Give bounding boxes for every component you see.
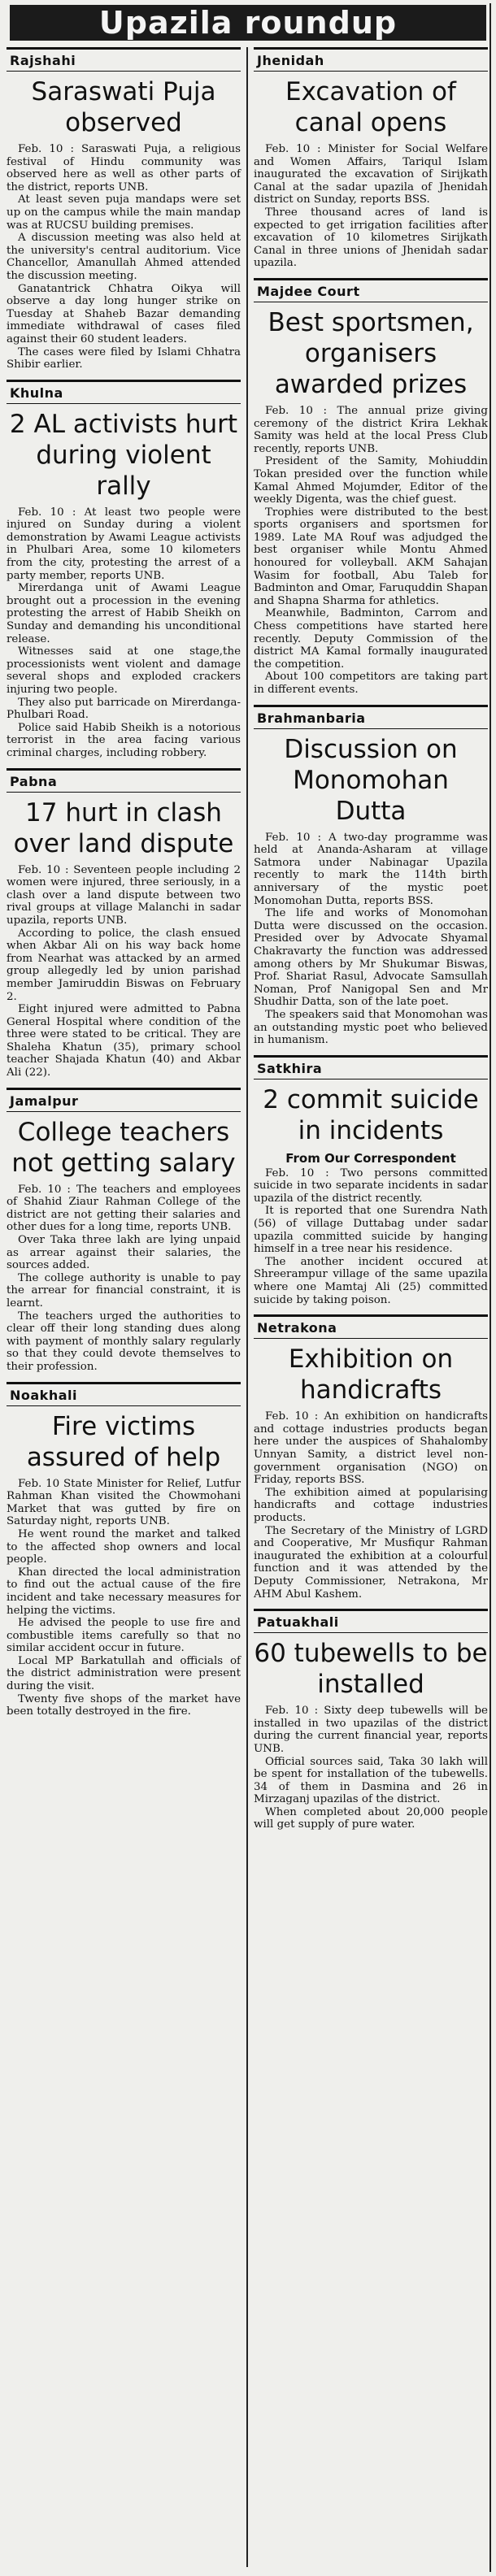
story-paragraph: Feb. 10 : Seventeen people including 2 women were injured, three seriously, in a clash over a land dispute between two rival groups at village Malanchi in sadar upazila, reports UNB. xyxy=(7,863,241,927)
story-headline: 17 hurt in clash over land dispute xyxy=(13,797,234,858)
story-paragraph: Eight injured were admitted to Pabna General Hospital where condition of the three were stated to be critical. They are Shaleha Khatun (35), primary school teacher Shajada Khatun (40) and Akbar Ali (22). xyxy=(7,1003,241,1079)
story-paragraph: He advised the people to use fire and combustible items carefully so that no similar accident occur in future. xyxy=(7,1617,241,1655)
news-story xyxy=(7,47,241,371)
section-banner: Upazila roundup xyxy=(10,5,486,41)
story-paragraph: Khan directed the local administration to find out the actual cause of the fire incident and take necessary measures for helping the victims. xyxy=(7,1566,241,1617)
newspaper-page xyxy=(5,3,491,2572)
story-body xyxy=(254,832,488,1047)
story-headline: 2 AL activists hurt during violent rally xyxy=(9,409,238,501)
dateline-place: Rajshahi xyxy=(7,47,241,72)
story-paragraph: According to police, the clash ensued when Akbar Ali on his way back home from Nearhat was attacked by an armed group allegedly led by union parishad member Jamiruddin Biswas on February 2. xyxy=(7,927,241,1003)
story-paragraph: Feb. 10 : Saraswati Puja, a religious festival of Hindu community was observed here as well as other parts of the district, reports UNB. xyxy=(7,143,241,193)
story-headline: Exhibition on handicrafts xyxy=(288,1344,454,1405)
story-paragraph: Meanwhile, Badminton, Carrom and Chess competitions have started here recently. Deputy Commission of the district MA Kamal formally inaugurated the competition. xyxy=(254,607,488,671)
story-paragraph: Feb. 10 : A two-day programme was held at Ananda-Asharam at village Satmora under Nabinagar Upazila recently to mark the 114th birth anniversary of the mystic poet Monomohan Dutta, reports BSS. xyxy=(254,831,488,907)
story-paragraph: The another incident occured at Shreerampur village of the same upazila where one Mamtaj Ali (25) committed suicide by taking poison. xyxy=(254,1255,488,1306)
dateline-place: Netrakona xyxy=(254,1314,488,1339)
news-story xyxy=(254,1055,488,1307)
story-body xyxy=(254,1410,488,1601)
news-story xyxy=(7,1088,241,1374)
dateline-place: Noakhali xyxy=(7,1382,241,1406)
story-body xyxy=(254,1705,488,1831)
story-paragraph: Feb. 10 State Minister for Relief, Lutfur Rahman Khan visited the Chowmohani Market that was gutted by fire on Saturday night, reports UNB. xyxy=(7,1477,241,1528)
dateline-place: Khulna xyxy=(7,380,241,404)
story-body xyxy=(7,506,241,760)
story-paragraph: Police said Habib Sheikh is a notorious terrorist in the area facing various criminal charges, including robbery. xyxy=(7,721,241,759)
story-paragraph: Official sources said, Taka 30 lakh will be spent for installation of the tubewells. 34 of them in Dasmina and 26 in Mirzaganj upazilas of the district. xyxy=(254,1755,488,1806)
story-headline: Discussion on Monomohan Dutta xyxy=(284,734,458,826)
news-story xyxy=(254,47,488,270)
news-story xyxy=(7,380,241,760)
story-paragraph: He went round the market and talked to the affected shop owners and local people. xyxy=(7,1527,241,1566)
story-body xyxy=(7,143,241,371)
news-story xyxy=(254,278,488,697)
story-paragraph: When completed about 20,000 people will get supply of pure water. xyxy=(254,1805,488,1831)
news-story xyxy=(254,705,488,1047)
story-paragraph: Witnesses said at one stage,the processionists went violent and damage several shops and exploded crackers injuring two people. xyxy=(7,645,241,696)
story-paragraph: Local MP Barkatullah and officials of the district administration were present during the visit. xyxy=(7,1654,241,1693)
dateline-place: Pabna xyxy=(7,768,241,793)
story-paragraph: At least seven puja mandaps were set up on the campus while the main mandap was at RUCSU building premises. xyxy=(7,193,241,232)
story-paragraph: The teachers urged the authorities to clear off their long standing dues along with payment of monthly salary regularly so that they could devote themselves to their profession. xyxy=(7,1310,241,1373)
story-paragraph: The exhibition aimed at popularising handicrafts and cottage industries products. xyxy=(254,1486,488,1524)
story-paragraph: Feb. 10 : An exhibition on handicrafts and cottage industries products began here under the auspices of Shahalomby Unnyan Samity, a district level non-government organisation (NGO) on Friday, reports BSS. xyxy=(254,1410,488,1487)
story-body xyxy=(7,1478,241,1718)
news-story xyxy=(254,1609,488,1831)
column-divider xyxy=(246,47,248,2567)
right-column xyxy=(254,47,488,1840)
story-paragraph: Feb. 10 : The teachers and employees of Shahid Ziaur Rahman College of the district are not getting their salaries and other dues for a long time, reports UNB. xyxy=(7,1183,241,1234)
story-body xyxy=(254,1167,488,1307)
dateline-place: Brahmanbaria xyxy=(254,705,488,729)
story-paragraph: Feb. 10 : Sixty deep tubewells will be installed in two upazilas of the district during the current financial year, reports UNB. xyxy=(254,1705,488,1755)
story-paragraph: Three thousand acres of land is expected to get irrigation facilities after excavation of 10 kilometres Sirijkath Canal in three unions of Jhenidah sadar upazila. xyxy=(254,206,488,270)
story-paragraph: Feb. 10 : Two persons committed suicide in two separate incidents in sadar upazila of the district recently. xyxy=(254,1166,488,1205)
story-headline: Best sportsmen, organisers awarded prizes xyxy=(268,307,474,399)
story-paragraph: They also put barricade on Mirerdanga-Phulbari Road. xyxy=(7,696,241,722)
story-body xyxy=(7,1184,241,1374)
dateline-place: Satkhira xyxy=(254,1055,488,1079)
story-headline: 60 tubewells to be installed xyxy=(254,1639,488,1700)
story-paragraph: The college authority is unable to pay the arrear for financial constraint, it is learnt. xyxy=(7,1271,241,1310)
story-paragraph: The life and works of Monomohan Dutta were discussed on the occasion. Presided over by Advocate Shyamal Chakravarty the function was addressed among others by Mr Shukumar Biswas, Prof. Shariat Rasul, Advocate Samsullah Noman, Prof Nanigopal Sen and Mr Shudhir Datta, son of the late poet. xyxy=(254,907,488,1009)
story-headline: 2 commit suicide in incidents xyxy=(263,1084,479,1145)
story-body xyxy=(7,864,241,1079)
left-column xyxy=(7,47,241,1727)
story-paragraph: It is reported that one Surendra Nath (56) of village Duttabag under sadar upazila committed suicide by hanging himself in a tree near his residence. xyxy=(254,1205,488,1256)
story-paragraph: The speakers said that Monomohan was an outstanding mystic poet who believed in humanism. xyxy=(254,1008,488,1047)
dateline-place: Jhenidah xyxy=(254,47,488,72)
story-paragraph: Feb. 10 : The annual prize giving ceremony of the district Krira Lekhak Samity was held at the local Press Club recently, reports UNB. xyxy=(254,404,488,455)
story-paragraph: The Secretary of the Ministry of LGRD and Cooperative, Mr Musfiqur Rahman inaugurated the exhibition at a colourful function and it was attended by the Deputy Commissioner, Netrakona, Mr AHM Abul Kashem. xyxy=(254,1524,488,1601)
story-paragraph: Feb. 10 : At least two people were injured on Sunday during a violent demonstration by Awami League activists in Phulbari Area, some 10 kilometers from the city, protesting the arrest of a party member, reports UNB. xyxy=(7,506,241,582)
dateline-place: Majdee Court xyxy=(254,278,488,302)
story-paragraph: Twenty five shops of the market have been totally destroyed in the fire. xyxy=(7,1692,241,1718)
dateline-place: Jamalpur xyxy=(7,1088,241,1112)
story-paragraph: Trophies were distributed to the best sports organisers and sportsmen for 1989. Late MA Rouf was adjudged the best organiser while Montu Ahmed honoured for volleyball. AKM Sahajan Wasim for football, Abu Taleb for Badminton and Omar, Faruquddin Shapan and Shapna Sharma for athletics. xyxy=(254,506,488,607)
story-paragraph: The cases were filed by Islami Chhatra Shibir earlier. xyxy=(7,345,241,371)
story-headline: Excavation of canal opens xyxy=(285,77,456,137)
news-story xyxy=(254,1314,488,1601)
story-body xyxy=(254,143,488,270)
page-edge-rule xyxy=(489,3,491,2572)
story-headline: College teachers not getting salary xyxy=(11,1117,236,1178)
story-paragraph: Over Taka three lakh are lying unpaid as arrear against their salaries, the sources added. xyxy=(7,1234,241,1272)
dateline-place: Patuakhali xyxy=(254,1609,488,1633)
news-story xyxy=(7,1382,241,1718)
story-paragraph: About 100 competitors are taking part in different events. xyxy=(254,671,488,696)
story-paragraph: Feb. 10 : Minister for Social Welfare and Women Affairs, Tariqul Islam inaugurated the excavation of Sirijkath Canal at the sadar upazila of Jhenidah district on Sunday, reports BSS. xyxy=(254,143,488,206)
story-byline: From Our Correspondent xyxy=(285,1150,456,1166)
news-story xyxy=(7,768,241,1079)
story-body xyxy=(254,405,488,697)
story-paragraph: A discussion meeting was also held at the university's central auditorium. Vice Chancellor, Amanullah Ahmed attended the discussion meeting. xyxy=(7,232,241,282)
story-paragraph: Mirerdanga unit of Awami League brought out a procession in the evening protesting the arrest of Habib Sheikh on Sunday and demanding his unconditional release. xyxy=(7,582,241,645)
story-paragraph: Ganatantrick Chhatra Oikya will observe a day long hunger strike on Tuesday at Shaheb Bazar demanding immediate withdrawal of cases filed against their 60 student leaders. xyxy=(7,282,241,345)
story-headline: Saraswati Puja observed xyxy=(31,77,216,137)
story-paragraph: President of the Samity, Mohiuddin Tokan presided over the function while Kamal Ahmed Mojumder, Editor of the weekly Digenta, was the chief guest. xyxy=(254,455,488,506)
story-headline: Fire victims assured of help xyxy=(26,1411,221,1472)
